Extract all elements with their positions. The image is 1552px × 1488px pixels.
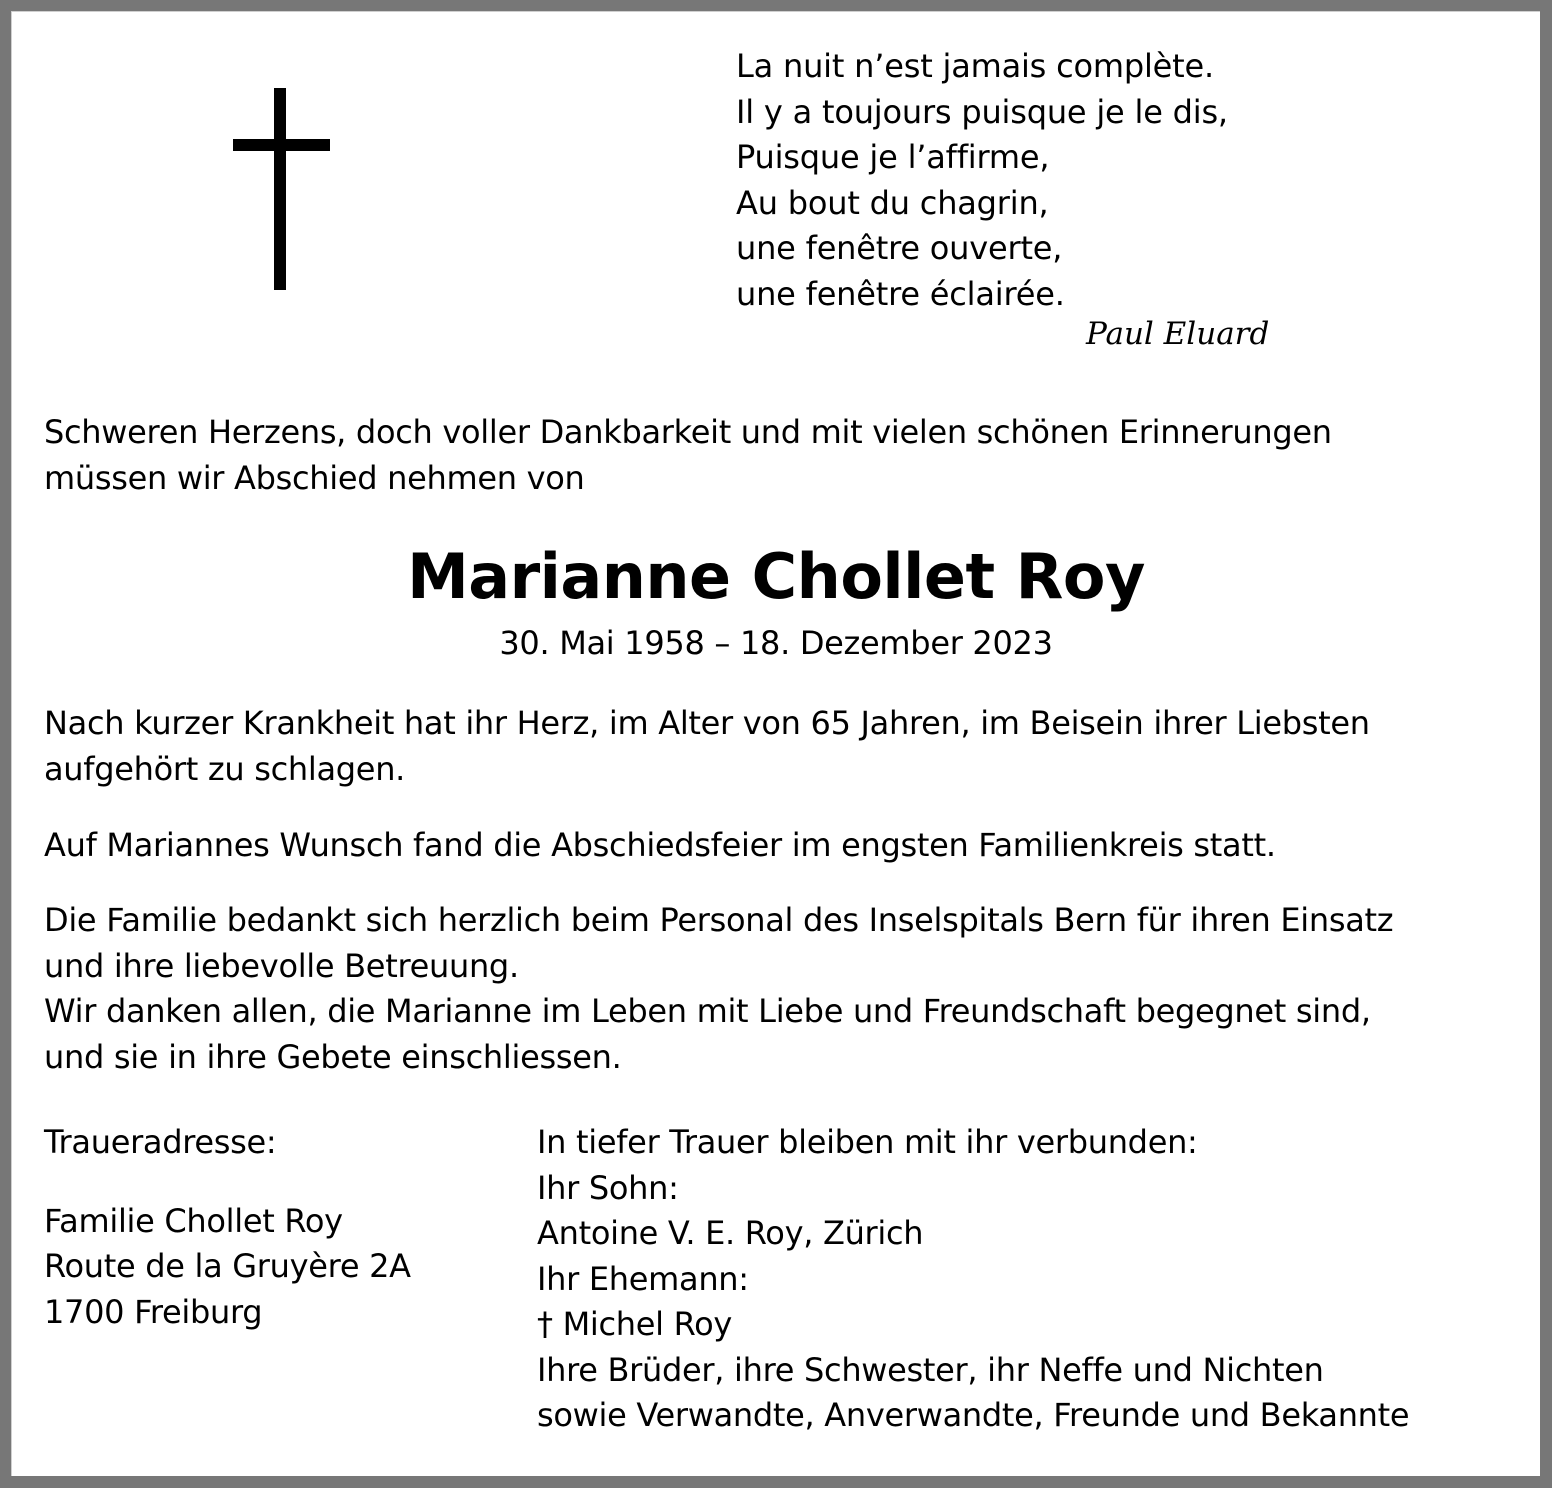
poem-author: Paul Eluard [1086, 316, 1270, 352]
poem-line: une fenêtre éclairée. [736, 274, 1065, 313]
cross-vertical-bar [274, 88, 286, 290]
address-line: Route de la Gruyère 2A [44, 1247, 411, 1285]
life-dates: 30. Mai 1958 – 18. Dezember 2023 [499, 624, 1053, 662]
deceased-name: Marianne Chollet Roy [407, 540, 1145, 613]
poem [736, 44, 1228, 317]
mourner-line: sowie Verwandte, Anverwandte, Freunde und Bekannte [537, 1396, 1410, 1434]
thanks-line: Wir danken allen, die Marianne im Leben mit Liebe und Freundschaft begegnet sind, [44, 992, 1371, 1030]
address-label: Traueradresse: [44, 1123, 277, 1161]
thanks-paragraph [44, 898, 1393, 1080]
mourner-line: Ihr Ehemann: [537, 1259, 749, 1298]
illness-paragraph [44, 701, 1370, 792]
poem-line: Il y a toujours puisque je le dis, [736, 92, 1228, 131]
intro-line: müssen wir Abschied nehmen von [44, 458, 585, 497]
poem-line: La nuit n’est jamais complète. [736, 47, 1214, 85]
ceremony-line: Auf Mariannes Wunsch fand die Abschiedsfeier im engsten Familienkreis statt. [44, 826, 1276, 864]
intro-text [44, 410, 1332, 501]
ceremony-paragraph [44, 823, 1276, 869]
mourner-line: † Michel Roy [537, 1305, 733, 1343]
mourning-address [44, 1120, 411, 1335]
address-line: 1700 Freiburg [44, 1292, 263, 1331]
illness-line: aufgehört zu schlagen. [44, 749, 406, 788]
mourner-line: Ihr Sohn: [537, 1168, 679, 1207]
address-line: Familie Chollet Roy [44, 1201, 343, 1240]
mourners-list [537, 1120, 1409, 1439]
mourners-heading: In tiefer Trauer bleiben mit ihr verbunden: [537, 1123, 1198, 1161]
poem-line: Puisque je l’affirme, [736, 138, 1050, 176]
poem-line: Au bout du chagrin, [736, 183, 1049, 222]
intro-line: Schweren Herzens, doch voller Dankbarkeit und mit vielen schönen Erinnerungen [44, 413, 1332, 451]
mourner-line: Ihre Brüder, ihre Schwester, ihr Neffe und Nichten [537, 1350, 1324, 1389]
cross-horizontal-bar [233, 139, 330, 151]
poem-line: une fenêtre ouverte, [736, 229, 1063, 267]
cross-icon [233, 88, 330, 291]
illness-line: Nach kurzer Krankheit hat ihr Herz, im Alter von 65 Jahren, im Beisein ihrer Liebsten [44, 704, 1370, 742]
mourner-line: Antoine V. E. Roy, Zürich [537, 1214, 924, 1252]
thanks-line: und sie in ihre Gebete einschliessen. [44, 1037, 622, 1076]
thanks-line: und ihre liebevolle Betreuung. [44, 946, 519, 985]
thanks-line: Die Familie bedankt sich herzlich beim Personal des Inselspitals Bern für ihren Einsatz [44, 901, 1394, 939]
